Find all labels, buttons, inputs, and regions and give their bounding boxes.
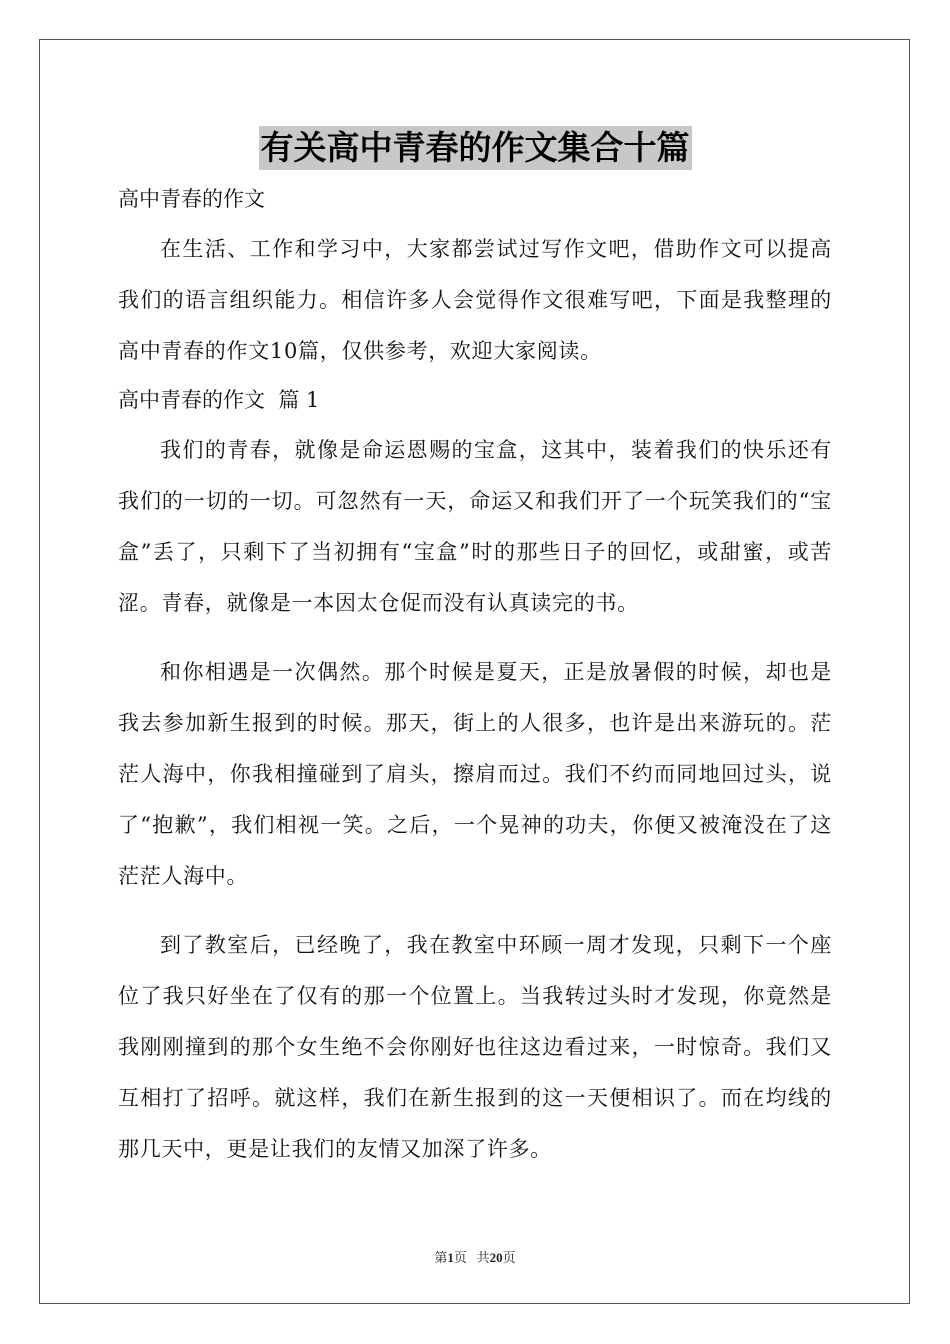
page-total: 20 — [489, 1250, 503, 1265]
document-title: 有关高中青春的作文集合十篇 — [259, 126, 692, 170]
document-subtitle: 高中青春的作文 — [118, 187, 265, 211]
body-paragraph: 我们的青春，就像是命运恩赐的宝盒，这其中，装着我们的快乐还有我们的一切的一切。可忽然有一天，命运又和我们开了一个玩笑我们的“宝盒”丢了，只剩下了当初拥有“宝盒”时的那些日子的回忆，或甜蜜，或苦涩。青春，就像是一本因太仓促而没有认真读完的书。 — [118, 438, 832, 615]
intro-paragraph: 在生活、工作和学习中，大家都尝试过写作文吧，借助作文可以提高我们的语言组织能力。相信许多人会觉得作文很难写吧，下面是我整理的高中青春的作文10篇，仅供参考，欢迎大家阅读。 — [118, 237, 832, 363]
document-body — [118, 126, 832, 1175]
page-current: 1 — [447, 1250, 454, 1265]
title-wrap — [118, 126, 832, 170]
body-paragraph: 到了教室后，已经晚了，我在教室中环顾一周才发现，只剩下一个座位了我只好坐在了仅有的那一个位置上。当我转过头时才发现，你竟然是我刚刚撞到的那个女生绝不会你刚好也往这边看过来，一时惊奇。我们又互相打了招呼。就这样，我们在新生报到的这一天便相识了。而在均线的那几天中，更是让我们的友情又加深了许多。 — [118, 933, 832, 1161]
page-prefix: 第 — [434, 1250, 448, 1265]
page-mid: 页 共 — [453, 1250, 490, 1265]
page-suffix: 页 — [502, 1250, 516, 1265]
page-footer — [0, 1247, 950, 1266]
body-paragraph: 和你相遇是一次偶然。那个时候是夏天，正是放暑假的时候，却也是我去参加新生报到的时候。那天，街上的人很多，也许是出来游玩的。茫茫人海中，你我相撞碰到了肩头，擦肩而过。我们不约而同地回过头，说了“抱歉”，我们相视一笑。之后，一个晃神的功夫，你便又被淹没在了这茫茫人海中。 — [118, 660, 832, 888]
section-heading: 高中青春的作文 篇 1 — [118, 388, 320, 412]
